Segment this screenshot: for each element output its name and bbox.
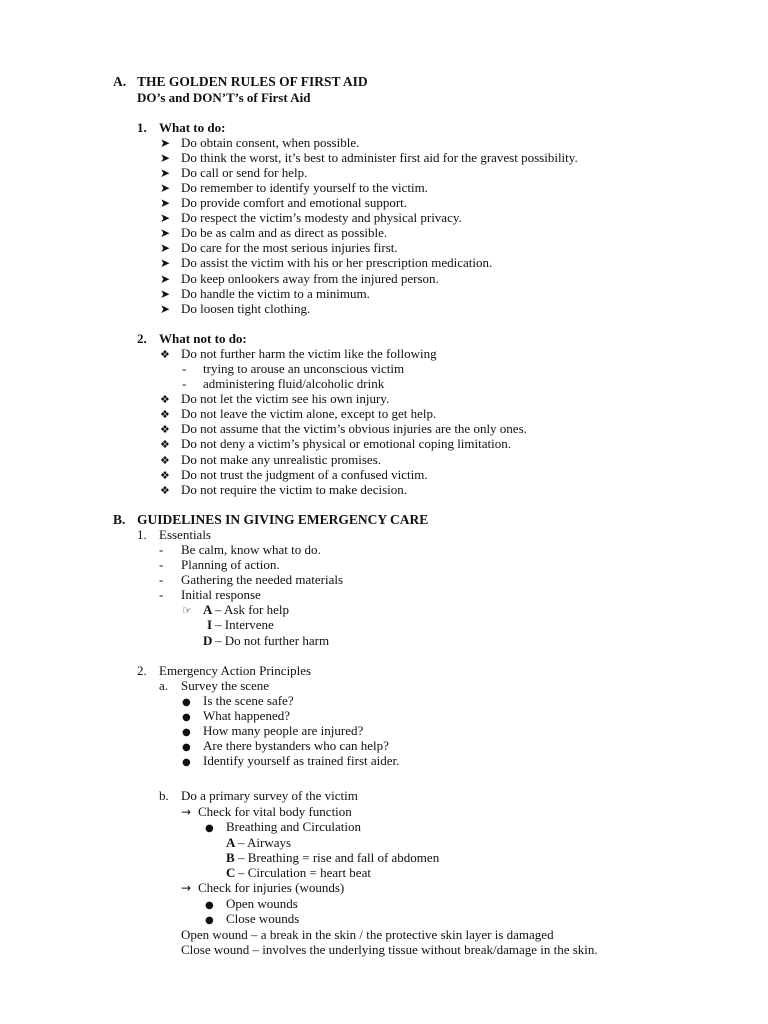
- list-item: Is the scene safe?: [203, 693, 294, 708]
- aid-text: – Ask for help: [215, 602, 290, 617]
- list-item: Breathing and Circulation: [226, 819, 362, 834]
- bullet-dot-icon: ●: [182, 712, 191, 723]
- arrow-bullet-icon: ➤: [160, 287, 171, 301]
- diamond-bullet-icon: ❖: [160, 408, 170, 421]
- essentials-heading: Essentials: [159, 527, 211, 542]
- list-item: Do provide comfort and emotional support.: [181, 195, 408, 210]
- dash-bullet: -: [159, 587, 164, 602]
- arrow-bullet-icon: ➤: [160, 136, 171, 150]
- arrow-bullet-icon: ➤: [160, 302, 171, 316]
- bullet-dot-icon: ●: [205, 915, 214, 926]
- bullet-dot-icon: ●: [182, 697, 191, 708]
- right-arrow-icon: →: [181, 805, 192, 819]
- arrow-bullet-icon: ➤: [160, 241, 171, 255]
- dash-bullet: -: [159, 572, 164, 587]
- diamond-bullet-icon: ❖: [160, 438, 170, 451]
- arrow-bullet-icon: ➤: [160, 166, 171, 180]
- list-item: Do not leave the victim alone, except to get help.: [181, 406, 437, 421]
- list-item: Do not assume that the victim’s obvious injuries are the only ones.: [181, 421, 527, 436]
- sub-heading: Survey the scene: [181, 678, 270, 693]
- bullet-dot-icon: ●: [182, 742, 191, 753]
- dash-bullet: -: [182, 376, 187, 391]
- arrow-bullet-icon: ➤: [160, 226, 171, 240]
- bullet-dot-icon: ●: [182, 727, 191, 738]
- list-item: Do obtain consent, when possible.: [181, 135, 360, 150]
- abc-letter: B: [226, 850, 235, 865]
- list-item: Planning of action.: [181, 557, 280, 572]
- bullet-dot-icon: ●: [182, 757, 191, 768]
- dash-bullet: -: [159, 542, 164, 557]
- section-b-letter: B.: [113, 512, 126, 527]
- dash-bullet: -: [159, 557, 164, 572]
- what-not-to-do-heading: What not to do:: [159, 331, 247, 346]
- list-item: Identify yourself as trained first aider.: [203, 753, 400, 768]
- list-item: Are there bystanders who can help?: [203, 738, 389, 753]
- right-arrow-icon: →: [181, 881, 192, 895]
- sub-label: b.: [159, 788, 169, 803]
- diamond-bullet-icon: ❖: [160, 484, 170, 497]
- list-item: Be calm, know what to do.: [181, 542, 321, 557]
- list-item: What happened?: [203, 708, 290, 723]
- section-b-title: GUIDELINES IN GIVING EMERGENCY CARE: [137, 512, 429, 527]
- diamond-bullet-icon: ❖: [160, 469, 170, 482]
- abc-letter: A: [226, 835, 236, 850]
- list-item: Do call or send for help.: [181, 165, 308, 180]
- arrow-bullet-icon: ➤: [160, 211, 171, 225]
- what-to-do-number: 1.: [137, 120, 147, 135]
- check-item: Check for injuries (wounds): [198, 880, 345, 895]
- list-item: Do not make any unrealistic promises.: [181, 452, 382, 467]
- list-item: Do loosen tight clothing.: [181, 301, 311, 316]
- list-item: Do assist the victim with his or her prescription medication.: [181, 255, 493, 270]
- sub-list-item: trying to arouse an unconscious victim: [203, 361, 405, 376]
- list-item: Do not let the victim see his own injury.: [181, 391, 390, 406]
- aid-text: – Do not further harm: [215, 633, 330, 648]
- aid-letter: I: [207, 617, 213, 632]
- list-item: Do remember to identify yourself to the victim.: [181, 180, 428, 195]
- list-item: Do not deny a victim’s physical or emotional coping limitation.: [181, 436, 512, 451]
- diamond-bullet-icon: ❖: [160, 454, 170, 467]
- what-to-do-heading: What to do:: [159, 120, 226, 135]
- section-a-letter: A.: [113, 74, 127, 89]
- abc-text: – Airways: [238, 835, 292, 850]
- list-item: Do not trust the judgment of a confused victim.: [181, 467, 428, 482]
- list-item: Do keep onlookers away from the injured person.: [181, 271, 439, 286]
- arrow-bullet-icon: ➤: [160, 181, 171, 195]
- section-a-subtitle: DO’s and DON’T’s of First Aid: [137, 90, 311, 105]
- list-item: Do think the worst, it’s best to administer first aid for the gravest possibility.: [181, 150, 578, 165]
- list-item: Open wounds: [226, 896, 298, 911]
- arrow-bullet-icon: ➤: [160, 151, 171, 165]
- check-item: Check for vital body function: [198, 804, 352, 819]
- diamond-bullet-icon: ❖: [160, 393, 170, 406]
- abc-text: – Circulation = heart beat: [238, 865, 371, 880]
- definition-line: Open wound – a break in the skin / the protective skin layer is damaged: [181, 927, 554, 942]
- arrow-bullet-icon: ➤: [160, 196, 171, 210]
- sub-label: a.: [159, 678, 169, 693]
- sub-list-item: administering fluid/alcoholic drink: [203, 376, 385, 391]
- definition-line: Close wound – involves the underlying tissue without break/damage in the skin.: [181, 942, 598, 957]
- list-item: How many people are injured?: [203, 723, 364, 738]
- abc-letter: C: [226, 865, 236, 880]
- sub-heading: Do a primary survey of the victim: [181, 788, 358, 803]
- list-item: Gathering the needed materials: [181, 572, 344, 587]
- list-item: Do be as calm and as direct as possible.: [181, 225, 388, 240]
- list-item: Do care for the most serious injuries first.: [181, 240, 398, 255]
- aid-letter: D: [203, 633, 213, 648]
- principles-heading: Emergency Action Principles: [159, 663, 312, 678]
- bullet-dot-icon: ●: [205, 823, 214, 834]
- what-not-to-do-number: 2.: [137, 331, 147, 346]
- principles-number: 2.: [137, 663, 147, 678]
- list-item: Do not further harm the victim like the following: [181, 346, 437, 361]
- diamond-bullet-icon: ❖: [160, 423, 170, 436]
- aid-letter: A: [203, 602, 213, 617]
- section-a-title: THE GOLDEN RULES OF FIRST AID: [137, 74, 368, 89]
- dash-bullet: -: [182, 361, 187, 376]
- list-item: Initial response: [181, 587, 261, 602]
- list-item: Do respect the victim’s modesty and physical privacy.: [181, 210, 462, 225]
- list-item: Do handle the victim to a minimum.: [181, 286, 370, 301]
- list-item: Do not require the victim to make decision.: [181, 482, 407, 497]
- bullet-dot-icon: ●: [205, 900, 214, 911]
- arrow-bullet-icon: ➤: [160, 272, 171, 286]
- pointing-hand-icon: ☞: [182, 604, 192, 617]
- essentials-number: 1.: [137, 527, 147, 542]
- diamond-bullet-icon: ❖: [160, 348, 170, 361]
- aid-text: – Intervene: [215, 617, 274, 632]
- abc-text: – Breathing = rise and fall of abdomen: [238, 850, 440, 865]
- arrow-bullet-icon: ➤: [160, 256, 171, 270]
- list-item: Close wounds: [226, 911, 300, 926]
